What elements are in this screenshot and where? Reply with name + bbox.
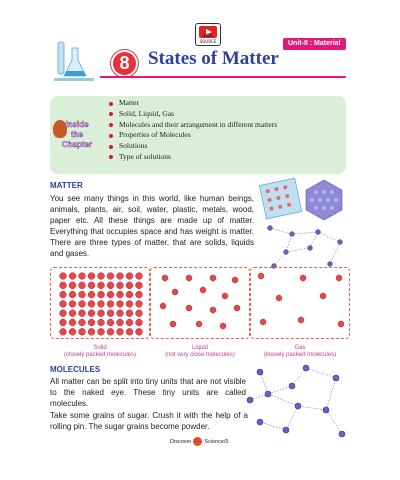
solid-particle xyxy=(79,291,86,298)
inside-label-line1: Inside xyxy=(65,120,89,129)
inside-label-line2: the xyxy=(71,130,83,139)
solid-particle xyxy=(98,291,105,298)
solid-particle xyxy=(136,282,143,289)
solid-particle xyxy=(126,291,133,298)
solid-particle xyxy=(136,328,143,335)
solid-caption xyxy=(50,345,150,359)
solid-particle xyxy=(79,301,86,308)
solid-particle xyxy=(117,282,124,289)
gas-sublabel: (loosely packed molecules) xyxy=(263,352,337,358)
solid-particle xyxy=(69,282,76,289)
solid-particle xyxy=(126,273,133,280)
solid-particle xyxy=(107,282,114,289)
solid-particle xyxy=(60,319,67,326)
solid-particle xyxy=(98,310,105,317)
header-divider xyxy=(100,76,346,78)
solid-particle xyxy=(107,319,114,326)
solid-particle xyxy=(98,282,105,289)
chapter-title: States of Matter xyxy=(148,48,279,69)
liquid-label: Liquid xyxy=(191,345,208,351)
solid-particle xyxy=(117,273,124,280)
solid-particle xyxy=(88,319,95,326)
solid-particle xyxy=(126,282,133,289)
solid-particles xyxy=(51,268,151,340)
chapter-number: 8 xyxy=(111,50,138,77)
solid-particle xyxy=(79,282,86,289)
page-footer xyxy=(170,437,229,446)
solid-particle xyxy=(107,273,114,280)
topic-list xyxy=(106,98,277,163)
topic-item: Molecules and their arrangement in different matters xyxy=(106,120,277,131)
solid-particle xyxy=(88,301,95,308)
solid-particle xyxy=(98,319,105,326)
solid-particle xyxy=(117,328,124,335)
liquid-caption xyxy=(150,345,250,359)
topic-item: Solutions xyxy=(106,141,277,152)
solid-sublabel: (closely packed molecules) xyxy=(63,352,137,358)
lab-glassware-icon xyxy=(50,38,100,88)
solid-particle xyxy=(117,301,124,308)
footer-left: Discover xyxy=(170,438,192,445)
solid-particle xyxy=(88,310,95,317)
solid-particle xyxy=(69,273,76,280)
solid-particle xyxy=(79,310,86,317)
solid-particle xyxy=(69,319,76,326)
solid-particle xyxy=(126,319,133,326)
footer-logo-icon xyxy=(193,437,202,446)
matter-illustration xyxy=(258,176,350,272)
solid-particle xyxy=(107,301,114,308)
gas-particles xyxy=(251,268,351,340)
solid-particle xyxy=(117,310,124,317)
solid-particle xyxy=(117,319,124,326)
solid-particle xyxy=(88,282,95,289)
solid-particle xyxy=(98,273,105,280)
solid-particle xyxy=(88,328,95,335)
video-caption: WEB SOURCE xyxy=(199,33,217,44)
solid-particle xyxy=(60,291,67,298)
solid-particle xyxy=(107,328,114,335)
solid-particle xyxy=(60,310,67,317)
solid-particle xyxy=(60,328,67,335)
solid-particle xyxy=(136,273,143,280)
liquid-sublabel: (not very close molecules) xyxy=(165,352,235,358)
matter-heading: MATTER xyxy=(50,181,83,190)
video-icon[interactable] xyxy=(195,23,221,46)
molecules-heading: MOLECULES xyxy=(50,365,101,374)
liquid-particles xyxy=(151,268,251,340)
solid-particle xyxy=(69,310,76,317)
solid-particle xyxy=(117,291,124,298)
solid-particle xyxy=(136,301,143,308)
solid-particle xyxy=(69,328,76,335)
solid-particle xyxy=(69,291,76,298)
solid-particle xyxy=(88,291,95,298)
solid-label: Solid xyxy=(93,345,107,351)
topic-item: Matter xyxy=(106,98,277,109)
unit-tag: Unit-II : Material xyxy=(283,38,346,50)
matter-paragraph: You see many things in this world, like human beings, animals, plants, air, soil, water, plastic, metals, wood, paper etc. All these things are made up of matter. Everything that occupies space and has weight is matter. There are three types of matter, that are solids, liquids and gases. xyxy=(50,194,254,259)
solid-particle xyxy=(126,328,133,335)
gas-caption xyxy=(250,345,350,359)
liquid-box xyxy=(150,267,250,339)
solid-particle xyxy=(60,301,67,308)
solid-particle xyxy=(79,328,86,335)
solid-particle xyxy=(107,310,114,317)
inside-label-line3: Chapter xyxy=(61,140,93,149)
solid-particle xyxy=(126,310,133,317)
solid-particle xyxy=(136,291,143,298)
solid-particle xyxy=(126,301,133,308)
inside-chapter-label xyxy=(53,116,101,156)
molecules-paragraph-1: All matter can be split into tiny units that are not visible to the naked eye. These tiny units are called molecules. xyxy=(50,377,246,409)
solid-particle xyxy=(88,273,95,280)
solid-particle xyxy=(107,291,114,298)
solid-particle xyxy=(60,273,67,280)
solid-particle xyxy=(98,301,105,308)
solid-particle xyxy=(136,319,143,326)
gas-box xyxy=(250,267,350,339)
solid-particle xyxy=(69,301,76,308)
solid-particle xyxy=(136,310,143,317)
footer-right: Science/5 xyxy=(204,438,229,445)
solid-particle xyxy=(60,282,67,289)
molecule-network-illustration xyxy=(246,364,352,440)
molecules-paragraph-2: Take some grains of sugar. Crush it with the help of a rolling pin. The sugar grains become powder. xyxy=(50,411,248,432)
topic-item: Properties of Molecules xyxy=(106,130,277,141)
solid-box xyxy=(50,267,150,339)
solid-particle xyxy=(79,319,86,326)
solid-particle xyxy=(98,328,105,335)
topic-item: Type of solutions xyxy=(106,152,277,163)
solid-particle xyxy=(79,273,86,280)
gas-label: Gas xyxy=(294,345,306,351)
topic-item: Solid, Liquid, Gas xyxy=(106,109,277,120)
